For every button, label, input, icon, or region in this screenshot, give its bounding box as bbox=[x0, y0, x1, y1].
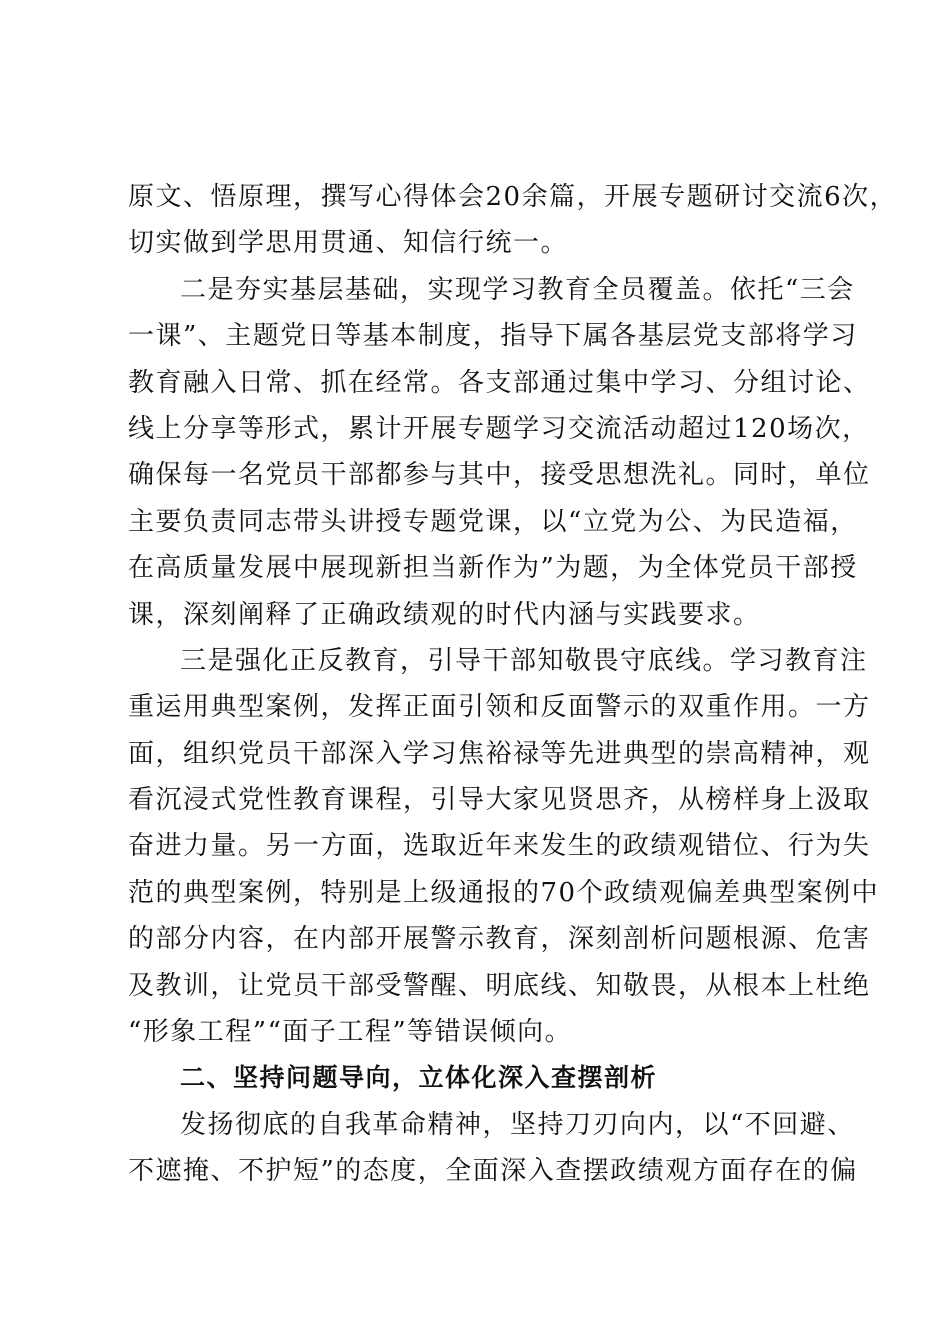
text-line: 课，深刻阐释了正确政绩观的时代内涵与实践要求。 bbox=[128, 599, 761, 630]
text-line: 一课”、主题党日等基本制度，指导下属各基层党支部将学习 bbox=[128, 321, 858, 352]
text-line: 在高质量发展中展现新担当新作为”为题，为全体党员干部授 bbox=[128, 553, 858, 584]
section-heading: 二、坚持问题导向，立体化深入查摆剖析 bbox=[180, 1063, 658, 1093]
text-line: “形象工程”“面子工程”等错误倾向。 bbox=[128, 1017, 573, 1048]
text-line: 教育融入日常、抓在经常。各支部通过集中学习、分组讨论、 bbox=[128, 367, 871, 398]
body-text bbox=[128, 174, 898, 1195]
text-line: 奋进力量。另一方面，选取近年来发生的政绩观错位、行为失 bbox=[128, 831, 871, 862]
text-line: 的部分内容，在内部开展警示教育，深刻剖析问题根源、危害 bbox=[128, 924, 871, 955]
text-line: 切实做到学思用贯通、知信行统一。 bbox=[128, 228, 569, 259]
text-line: 线上分享等形式，累计开展专题学习交流活动超过120场次， bbox=[128, 413, 870, 444]
paragraph-start-line: 二是夯实基层基础，实现学习教育全员覆盖。依托“三会 bbox=[180, 274, 855, 305]
text-line: 主要负责同志带头讲授专题党课，以“立党为公、为民造福， bbox=[128, 506, 858, 537]
text-line: 不遮掩、不护短”的态度，全面深入查摆政绩观方面存在的偏 bbox=[128, 1156, 858, 1187]
text-line: 及教训，让党员干部受警醒、明底线、知敬畏，从根本上杜绝 bbox=[128, 970, 871, 1001]
text-line: 面，组织党员干部深入学习焦裕禄等先进典型的崇高精神，观 bbox=[128, 738, 871, 769]
text-line: 原文、悟原理，撰写心得体会20余篇，开展专题研讨交流6次， bbox=[128, 182, 898, 212]
paragraph-start-line: 发扬彻底的自我革命精神，坚持刀刃向内，以“不回避、 bbox=[180, 1109, 855, 1140]
paragraph-start-line: 三是强化正反教育，引导干部知敬畏守底线。学习教育注 bbox=[180, 645, 868, 676]
text-line: 重运用典型案例，发挥正面引领和反面警示的双重作用。一方 bbox=[128, 692, 871, 723]
text-line: 确保每一名党员干部都参与其中，接受思想洗礼。同时，单位 bbox=[128, 460, 871, 491]
text-line: 范的典型案例，特别是上级通报的70个政绩观偏差典型案例中 bbox=[128, 877, 880, 908]
text-line: 看沉浸式党性教育课程，引导大家见贤思齐，从榜样身上汲取 bbox=[128, 785, 871, 816]
